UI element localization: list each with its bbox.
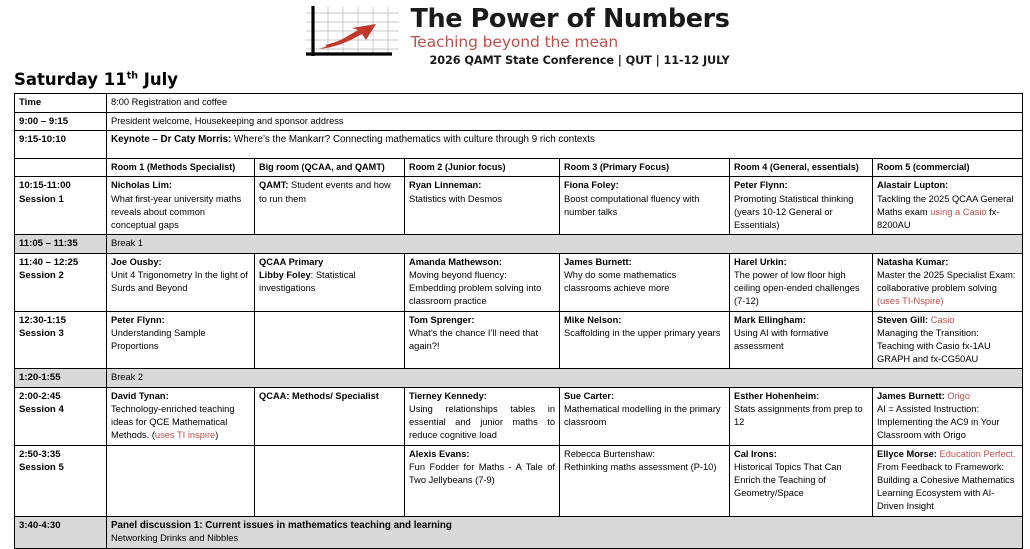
banner-subtitle: Teaching beyond the mean [410, 33, 619, 52]
table-row-keynote [15, 131, 1023, 159]
cell-time-label: Time [15, 94, 107, 113]
cell-time-break-2: 1:20-1:55 [15, 369, 107, 388]
presenter-name: QAMT: [259, 180, 289, 191]
session-1-time: 10:15-11:00 [19, 180, 71, 192]
session-title: Rethinking maths assessment (P-10) [564, 461, 717, 472]
presenter-name: Tom Sprenger: [409, 314, 475, 325]
presenter-name: Esther Hohenheim: [734, 390, 820, 401]
session-3-big-room [255, 311, 405, 369]
sponsor-accent-text: using a Casio [930, 206, 987, 217]
table-row-room-headers [15, 159, 1023, 177]
presenter-name: Mark Ellingham: [734, 314, 806, 325]
session-title: Using relationships tables in essential and junior maths to reduce cognitive load [409, 404, 555, 441]
cell-time-session-4 [15, 387, 107, 445]
presenter-name: Joe Ousby: [111, 256, 162, 267]
cell-welcome: President welcome, Housekeeping and sponsor address [107, 112, 1023, 131]
presenter-name: Ellyce Morse: [877, 448, 937, 459]
session-1-room-3 [560, 177, 730, 235]
cell-panel [107, 516, 1023, 548]
session-5-room-5 [873, 445, 1023, 516]
cell-break-2: Break 2 [107, 369, 1023, 388]
session-title: Historical Topics That Can Enrich the Teaching of Geometry/Space [734, 461, 842, 499]
session-title: From Feedback to Framework: Building a Cohesive Mathematics Learning Ecosystem with AI-Driven Insight [877, 461, 1015, 512]
session-2-room-3 [560, 253, 730, 311]
table-row-session-4 [15, 387, 1023, 445]
session-2-big-room [255, 253, 405, 311]
presenter-name: Tierney Kennedy: [409, 390, 487, 401]
session-3-time: 12:30-1:15 [19, 314, 66, 326]
session-4-room-3 [560, 387, 730, 445]
cell-time-session-1 [15, 177, 107, 235]
table-row-break-1 [15, 235, 1023, 254]
banner-meta: 2026 QAMT State Conference | QUT | 11-12 JULY [429, 54, 730, 68]
session-title: Unit 4 Trigonometry In the light of Surds and Beyond [111, 269, 248, 294]
session-title: Boost computational fluency with number talks [564, 193, 700, 217]
room-header-2: Room 2 (Junior focus) [405, 159, 560, 177]
session-2-label: Session 2 [19, 270, 64, 282]
session-5-big-room [255, 445, 405, 516]
table-row-registration [15, 94, 1023, 113]
panel-subtitle: Networking Drinks and Nibbles [111, 533, 239, 544]
conference-banner [0, 0, 1030, 66]
session-1-room-1 [107, 177, 255, 235]
presenter-name: Cal Irons: [734, 448, 777, 459]
presenter-name: David Tynan: [111, 390, 169, 401]
sponsor-accent-text: (uses TI-Nspire) [877, 296, 944, 307]
session-4-label: Session 4 [19, 404, 64, 416]
session-title: AI = Assisted Instruction: Implementing the AC9 in Your Classroom with Origo [877, 404, 1000, 441]
presenter-name: Sue Carter: [564, 390, 615, 401]
presenter-name: Amanda Mathewson: [409, 256, 502, 267]
session-3-room-3 [560, 311, 730, 369]
session-1-label: Session 1 [19, 194, 64, 206]
room-header-3: Room 3 (Primary Focus) [560, 159, 730, 177]
power-of-numbers-logo-icon [300, 4, 404, 62]
session-4-room-1 [107, 387, 255, 445]
session-5-room-3 [560, 445, 730, 516]
cell-time-welcome: 9:00 – 9:15 [15, 112, 107, 131]
session-title: Understanding Sample Proportions [111, 327, 206, 351]
day-heading-ordinal: th [126, 70, 139, 82]
session-2-room-2 [405, 253, 560, 311]
presenter-name: Ryan Linneman: [409, 180, 482, 191]
session-title: Technology-enriched teaching ideas for QCE Mathematical Methods. ( [111, 404, 235, 441]
table-row-session-5 [15, 445, 1023, 516]
table-row-session-2 [15, 253, 1023, 311]
cell-time-session-5 [15, 445, 107, 516]
session-title: Moving beyond fluency: Embedding problem solving into classroom practice [409, 269, 542, 307]
session-title: Student events and how to run them [259, 180, 391, 204]
cell-time-session-2 [15, 253, 107, 311]
organisation-name: QCAA: Methods/ Specialist [259, 390, 379, 401]
keynote-lead: Keynote – Dr Caty Morris: [111, 134, 232, 146]
session-4-room-4 [730, 387, 873, 445]
cell-time-break-1: 11:05 – 11:35 [15, 235, 107, 254]
session-title: Master the 2025 Specialist Exam: collaborative problem solving [877, 269, 1016, 294]
cell-room-header-blank [15, 159, 107, 177]
session-3-room-4 [730, 311, 873, 369]
session-title: What first-year university maths reveals about common conceptual gaps [111, 193, 242, 230]
day-heading-suffix: July [138, 70, 179, 89]
presenter-name: Peter Flynn: [734, 180, 788, 191]
session-title: What’s the chance I’ll need that again?! [409, 327, 539, 351]
session-3-label: Session 3 [19, 328, 64, 340]
presenter-name: Natasha Kumar: [877, 256, 949, 267]
table-row-panel [15, 516, 1023, 548]
sponsor-accent-text: Origo [944, 390, 971, 401]
keynote-title: Where’s the Mankarr? Connecting mathematics with culture through 9 rich contexts [231, 134, 595, 146]
cell-keynote [107, 131, 1023, 159]
panel-title: Panel discussion 1: Current issues in mathematics teaching and learning [111, 519, 452, 531]
organisation-name: QCAA Primary [259, 256, 324, 267]
sponsor-accent-text: Casio [928, 314, 955, 325]
sponsor-accent-text: uses TI inspire [154, 430, 216, 441]
session-title-continued: fx-8200AU [877, 206, 1000, 230]
session-1-big-room [255, 177, 405, 235]
presenter-name: Mike Nelson: [564, 314, 622, 325]
session-title: Scaffolding in the upper primary years [564, 327, 721, 338]
session-title: Using AI with formative assessment [734, 327, 829, 351]
session-title-continued: ) [215, 430, 219, 441]
presenter-name: Alastair Lupton: [877, 180, 949, 191]
presenter-name: James Burnett: [564, 256, 632, 267]
presenter-name: Fiona Foley: [564, 180, 619, 191]
session-5-time: 2:50-3:35 [19, 448, 61, 460]
session-title: The power of low floor high ceiling open-ended challenges (7-12) [734, 269, 860, 307]
sponsor-accent-text: Education Perfect. [936, 448, 1016, 459]
session-title: Tackling the 2025 QCAA General Maths exam [877, 193, 1014, 217]
session-2-room-1 [107, 253, 255, 311]
cell-registration: 8:00 Registration and coffee [107, 94, 1023, 113]
presenter-name: Steven Gill: [877, 314, 929, 325]
table-row-session-1 [15, 177, 1023, 235]
session-3-room-1 [107, 311, 255, 369]
schedule-table [14, 93, 1023, 549]
room-header-big: Big room (QCAA, and QAMT) [255, 159, 405, 177]
cell-time-panel: 3:40-4:30 [15, 516, 107, 548]
session-title: Mathematical modelling in the primary classroom [564, 404, 721, 428]
session-4-time: 2:00-2:45 [19, 390, 61, 402]
session-title: Promoting Statistical thinking (years 10-12 General or Essentials) [734, 193, 854, 230]
session-2-time: 11:40 – 12:25 [19, 256, 79, 268]
session-1-room-4 [730, 177, 873, 235]
cell-break-1: Break 1 [107, 235, 1023, 254]
session-3-room-2 [405, 311, 560, 369]
session-title: Fun Fodder for Maths - A Tale of Two Jellybeans (7-9) [409, 461, 555, 485]
cell-time-keynote: 9:15-10:10 [15, 131, 107, 159]
session-4-room-5 [873, 387, 1023, 445]
presenter-name: Libby Foley [259, 269, 311, 280]
presenter-name: Peter Flynn: [111, 314, 165, 325]
presenter-name: Harel Urkin: [734, 256, 787, 267]
session-4-big-room [255, 387, 405, 445]
session-title: Stats assignments from prep to 12 [734, 404, 863, 428]
room-header-1: Room 1 (Methods Specialist) [107, 159, 255, 177]
banner-title: The Power of Numbers [410, 4, 730, 35]
presenter-name: Alexis Evans: [409, 448, 470, 459]
day-heading [14, 70, 1030, 89]
presenter-name: James Burnett: [877, 390, 945, 401]
table-row-session-3 [15, 311, 1023, 369]
session-5-room-4 [730, 445, 873, 516]
room-header-4: Room 4 (General, essentials) [730, 159, 873, 177]
presenter-name: Nicholas Lim: [111, 180, 172, 191]
session-title: : Statistical investigations [259, 269, 356, 294]
session-2-room-5 [873, 253, 1023, 311]
session-1-room-2 [405, 177, 560, 235]
session-1-room-5 [873, 177, 1023, 235]
session-3-room-5 [873, 311, 1023, 369]
session-5-label: Session 5 [19, 462, 64, 474]
session-5-room-1 [107, 445, 255, 516]
session-4-room-2 [405, 387, 560, 445]
table-row-break-2 [15, 369, 1023, 388]
session-title: Why do some mathematics classrooms achieve more [564, 269, 677, 294]
room-header-5: Room 5 (commercial) [873, 159, 1023, 177]
table-row-welcome [15, 112, 1023, 131]
presenter-name: Rebecca Burtenshaw: [564, 448, 655, 459]
session-2-room-4 [730, 253, 873, 311]
session-5-room-2 [405, 445, 560, 516]
session-title: Statistics with Desmos [409, 193, 502, 204]
session-title: Managing the Transition: Teaching with Casio fx-1AU GRAPH and fx-CG50AU [877, 327, 991, 365]
cell-time-session-3 [15, 311, 107, 369]
day-heading-prefix: Saturday 11 [14, 70, 127, 89]
